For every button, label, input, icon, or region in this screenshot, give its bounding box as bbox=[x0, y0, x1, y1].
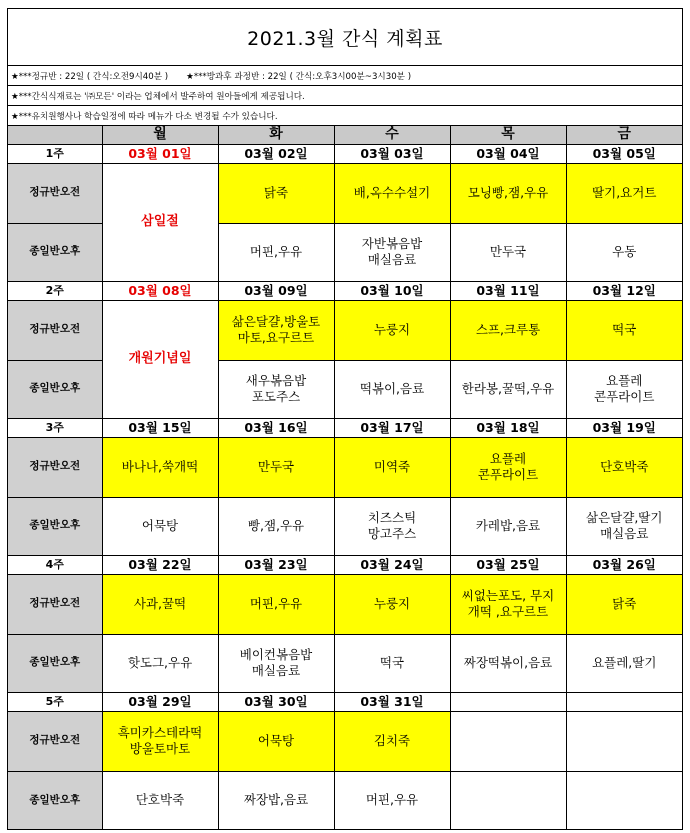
week-label: 4주 bbox=[8, 555, 102, 574]
snack-plan-sheet bbox=[7, 8, 683, 830]
date-cell: 03월 30일 bbox=[218, 692, 334, 711]
snack-cell-am: 닭죽 bbox=[218, 163, 334, 223]
week-date-row bbox=[8, 555, 682, 574]
snack-cell-am: 단호박죽 bbox=[566, 437, 682, 497]
snack-cell-pm: 요플레 콘푸라이트 bbox=[566, 360, 682, 418]
snack-cell-pm bbox=[566, 771, 682, 829]
snack-cell-pm: 치즈스틱 망고주스 bbox=[334, 497, 450, 555]
note-line-3: ★***유치원행사나 학습일정에 따라 메뉴가 다소 변경될 수가 있습니다. bbox=[8, 106, 682, 126]
date-cell: 03월 19일 bbox=[566, 418, 682, 437]
snack-cell-pm: 베이컨볶음밥 매실음료 bbox=[218, 634, 334, 692]
week-date-row bbox=[8, 418, 682, 437]
week-label: 2주 bbox=[8, 281, 102, 300]
snack-cell-pm: 새우볶음밥 포도주스 bbox=[218, 360, 334, 418]
row-label-pm: 종일반오후 bbox=[8, 497, 102, 555]
snack-cell-pm: 단호박죽 bbox=[102, 771, 218, 829]
date-cell: 03월 03일 bbox=[334, 144, 450, 163]
snack-cell-am bbox=[566, 711, 682, 771]
snack-cell-am: 어묵탕 bbox=[218, 711, 334, 771]
snack-cell-am: 씨없는포도, 무지 개떡 ,요구르트 bbox=[450, 574, 566, 634]
row-label-am: 정규반오전 bbox=[8, 711, 102, 771]
snack-table bbox=[8, 126, 682, 829]
date-cell: 03월 29일 bbox=[102, 692, 218, 711]
date-cell: 03월 15일 bbox=[102, 418, 218, 437]
date-cell: 03월 22일 bbox=[102, 555, 218, 574]
note-afterschool-class: ★***방과후 과정반 : 22일 ( 간식:오후3시00분~3시30분 ) bbox=[186, 71, 412, 82]
holiday-cell: 개원기념일 bbox=[102, 300, 218, 418]
snack-cell-pm bbox=[450, 771, 566, 829]
am-snack-row bbox=[8, 163, 682, 223]
snack-cell-am: 미역죽 bbox=[334, 437, 450, 497]
snack-cell-pm: 한라봉,꿀떡,우유 bbox=[450, 360, 566, 418]
row-label-pm: 종일반오후 bbox=[8, 771, 102, 829]
snack-cell-am: 닭죽 bbox=[566, 574, 682, 634]
weekday-header: 목 bbox=[450, 126, 566, 144]
week-label: 3주 bbox=[8, 418, 102, 437]
snack-cell-pm: 떡볶이,음료 bbox=[334, 360, 450, 418]
snack-cell-am: 만두국 bbox=[218, 437, 334, 497]
pm-snack-row bbox=[8, 634, 682, 692]
snack-cell-am: 바나나,쑥개떡 bbox=[102, 437, 218, 497]
am-snack-row bbox=[8, 300, 682, 360]
date-cell bbox=[450, 692, 566, 711]
snack-cell-am: 김치죽 bbox=[334, 711, 450, 771]
date-cell: 03월 10일 bbox=[334, 281, 450, 300]
week-date-row bbox=[8, 281, 682, 300]
date-cell: 03월 11일 bbox=[450, 281, 566, 300]
snack-cell-pm: 요플레,딸기 bbox=[566, 634, 682, 692]
row-label-am: 정규반오전 bbox=[8, 574, 102, 634]
date-cell: 03월 16일 bbox=[218, 418, 334, 437]
holiday-cell: 삼일절 bbox=[102, 163, 218, 281]
weekday-header-row bbox=[8, 126, 682, 144]
date-cell: 03월 04일 bbox=[450, 144, 566, 163]
row-label-am: 정규반오전 bbox=[8, 300, 102, 360]
am-snack-row bbox=[8, 711, 682, 771]
snack-cell-am: 딸기,요거트 bbox=[566, 163, 682, 223]
weekday-header: 월 bbox=[102, 126, 218, 144]
snack-cell-am: 떡국 bbox=[566, 300, 682, 360]
note-line-2: ★***간식식재료는 '㈜모든' 이라는 업체에서 발주하여 원아들에게 제공됩니다. bbox=[8, 86, 682, 106]
note-regular-class: ★***정규반 : 22일 ( 간식:오전9시40분 ) bbox=[11, 71, 169, 82]
snack-cell-am: 배,옥수수설기 bbox=[334, 163, 450, 223]
sheet-title: 2021.3월 간식 계획표 bbox=[8, 9, 682, 66]
date-cell: 03월 31일 bbox=[334, 692, 450, 711]
date-cell: 03월 17일 bbox=[334, 418, 450, 437]
weekday-header: 금 bbox=[566, 126, 682, 144]
pm-snack-row bbox=[8, 497, 682, 555]
snack-cell-pm: 머핀,우유 bbox=[218, 223, 334, 281]
snack-cell-am: 머핀,우유 bbox=[218, 574, 334, 634]
week-date-row bbox=[8, 144, 682, 163]
date-cell: 03월 24일 bbox=[334, 555, 450, 574]
row-label-am: 정규반오전 bbox=[8, 163, 102, 223]
snack-cell-pm: 머핀,우유 bbox=[334, 771, 450, 829]
snack-cell-am: 모닝빵,잼,우유 bbox=[450, 163, 566, 223]
date-cell: 03월 02일 bbox=[218, 144, 334, 163]
snack-cell-pm: 짜장떡볶이,음료 bbox=[450, 634, 566, 692]
snack-cell-pm: 만두국 bbox=[450, 223, 566, 281]
weekday-header: 수 bbox=[334, 126, 450, 144]
row-label-pm: 종일반오후 bbox=[8, 360, 102, 418]
date-cell: 03월 08일 bbox=[102, 281, 218, 300]
pm-snack-row bbox=[8, 771, 682, 829]
date-cell: 03월 18일 bbox=[450, 418, 566, 437]
date-cell: 03월 25일 bbox=[450, 555, 566, 574]
date-cell: 03월 12일 bbox=[566, 281, 682, 300]
note-line-1 bbox=[8, 66, 682, 86]
date-cell: 03월 01일 bbox=[102, 144, 218, 163]
date-cell bbox=[566, 692, 682, 711]
week-label: 1주 bbox=[8, 144, 102, 163]
date-cell: 03월 09일 bbox=[218, 281, 334, 300]
snack-cell-pm: 우동 bbox=[566, 223, 682, 281]
snack-cell-am: 누룽지 bbox=[334, 300, 450, 360]
snack-cell-am: 스프,크루통 bbox=[450, 300, 566, 360]
date-cell: 03월 23일 bbox=[218, 555, 334, 574]
week-label: 5주 bbox=[8, 692, 102, 711]
weekday-header: 화 bbox=[218, 126, 334, 144]
snack-cell-pm: 떡국 bbox=[334, 634, 450, 692]
am-snack-row bbox=[8, 437, 682, 497]
snack-cell-am: 누룽지 bbox=[334, 574, 450, 634]
snack-cell-pm: 빵,잼,우유 bbox=[218, 497, 334, 555]
row-label-pm: 종일반오후 bbox=[8, 634, 102, 692]
snack-cell-pm: 핫도그,우유 bbox=[102, 634, 218, 692]
row-label-pm: 종일반오후 bbox=[8, 223, 102, 281]
snack-cell-am: 사과,꿀떡 bbox=[102, 574, 218, 634]
snack-cell-am bbox=[450, 711, 566, 771]
row-label-am: 정규반오전 bbox=[8, 437, 102, 497]
am-snack-row bbox=[8, 574, 682, 634]
date-cell: 03월 05일 bbox=[566, 144, 682, 163]
snack-cell-pm: 짜장밥,음료 bbox=[218, 771, 334, 829]
snack-cell-pm: 자반볶음밥 매실음료 bbox=[334, 223, 450, 281]
snack-cell-am: 요플레 콘푸라이트 bbox=[450, 437, 566, 497]
snack-cell-pm: 어묵탕 bbox=[102, 497, 218, 555]
date-cell: 03월 26일 bbox=[566, 555, 682, 574]
snack-cell-am: 흑미카스테라떡 방울토마토 bbox=[102, 711, 218, 771]
week-date-row bbox=[8, 692, 682, 711]
header-corner bbox=[8, 126, 102, 144]
snack-cell-am: 삶은달걀,방울토 마토,요구르트 bbox=[218, 300, 334, 360]
snack-cell-pm: 삶은달걀,딸기 매실음료 bbox=[566, 497, 682, 555]
snack-cell-pm: 카레밥,음료 bbox=[450, 497, 566, 555]
